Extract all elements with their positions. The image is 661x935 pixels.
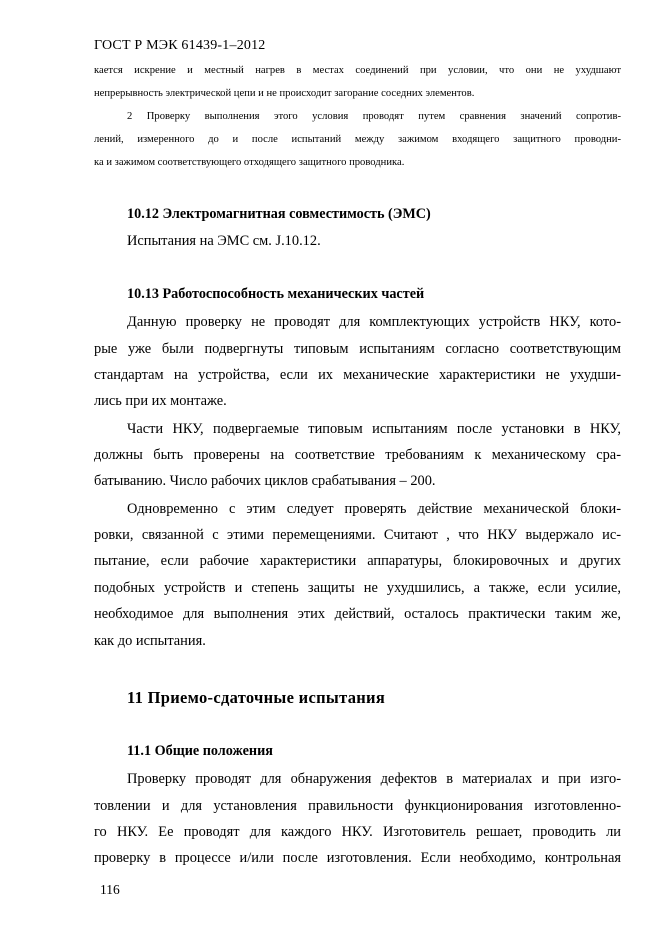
paragraph-line: лись при их монтаже. — [94, 393, 227, 409]
paragraph-line: подобных устройств и степень защиты не ухудшились, а также, если усилие, — [94, 580, 621, 596]
paragraph-line: пытание, если рабочие характеристики аппаратуры, блокировочных и других — [94, 553, 621, 569]
section-10-12-text: Испытания на ЭМС см. J.10.12. — [127, 233, 321, 249]
paragraph-line: проверку в процессе и/или после изготовления. Если необходимо, контрольная — [94, 850, 621, 866]
page-header: ГОСТ Р МЭК 61439-1–2012 — [94, 38, 266, 53]
note-line: ка и зажимом соответствующего отходящего защитного проводника. — [94, 157, 405, 168]
paragraph-line: должны быть проверены на соответствие требованиям к механическому сра- — [94, 447, 621, 463]
paragraph-line: рые уже были подвергнуты типовым испытаниям согласно соответствующим — [94, 341, 621, 357]
note-line: непрерывность электрической цепи и не происходит загорание соседних элементов. — [94, 88, 475, 99]
page-number: 116 — [100, 882, 120, 897]
section-11-heading: 11 Приемо-сдаточные испытания — [127, 688, 386, 707]
note-line: лений, измеренного до и после испытаний между зажимом входящего защитного проводни- — [94, 134, 621, 145]
note-line: 2 Проверку выполнения этого условия проводят путем сравнения значений сопротив- — [127, 111, 621, 122]
paragraph-line: товлении и для установления правильности функционирования изготовленно- — [94, 798, 621, 814]
section-10-12-heading: 10.12 Электромагнитная совместимость (ЭМС) — [127, 206, 431, 222]
section-11-1-heading: 11.1 Общие положения — [127, 743, 273, 759]
paragraph-line: го НКУ. Ее проводят для каждого НКУ. Изготовитель решает, проводить ли — [94, 824, 621, 840]
paragraph-line: необходимое для выполнения этих действий, осталось практически таким же, — [94, 606, 621, 622]
paragraph-line: как до испытания. — [94, 633, 206, 649]
paragraph-line: Части НКУ, подвергаемые типовым испытаниям после установки в НКУ, — [127, 421, 621, 437]
paragraph-line: Проверку проводят для обнаружения дефектов в материалах и при изго- — [127, 771, 621, 787]
section-10-13-heading: 10.13 Работоспособность механических частей — [127, 286, 425, 302]
paragraph-line: ровки, связанной с этими перемещениями. Считают , что НКУ выдержало ис- — [94, 527, 621, 543]
note-line: кается искрение и местный нагрев в местах соединений при условии, что они не ухудшают — [94, 65, 621, 76]
paragraph-line: Одновременно с этим следует проверять действие механической блоки- — [127, 501, 621, 517]
paragraph-line: Данную проверку не проводят для комплектующих устройств НКУ, кото- — [127, 314, 621, 330]
paragraph-line: стандартам на устройства, если их механические характеристики не ухудши- — [94, 367, 621, 383]
paragraph-line: батыванию. Число рабочих циклов срабатывания – 200. — [94, 473, 436, 489]
